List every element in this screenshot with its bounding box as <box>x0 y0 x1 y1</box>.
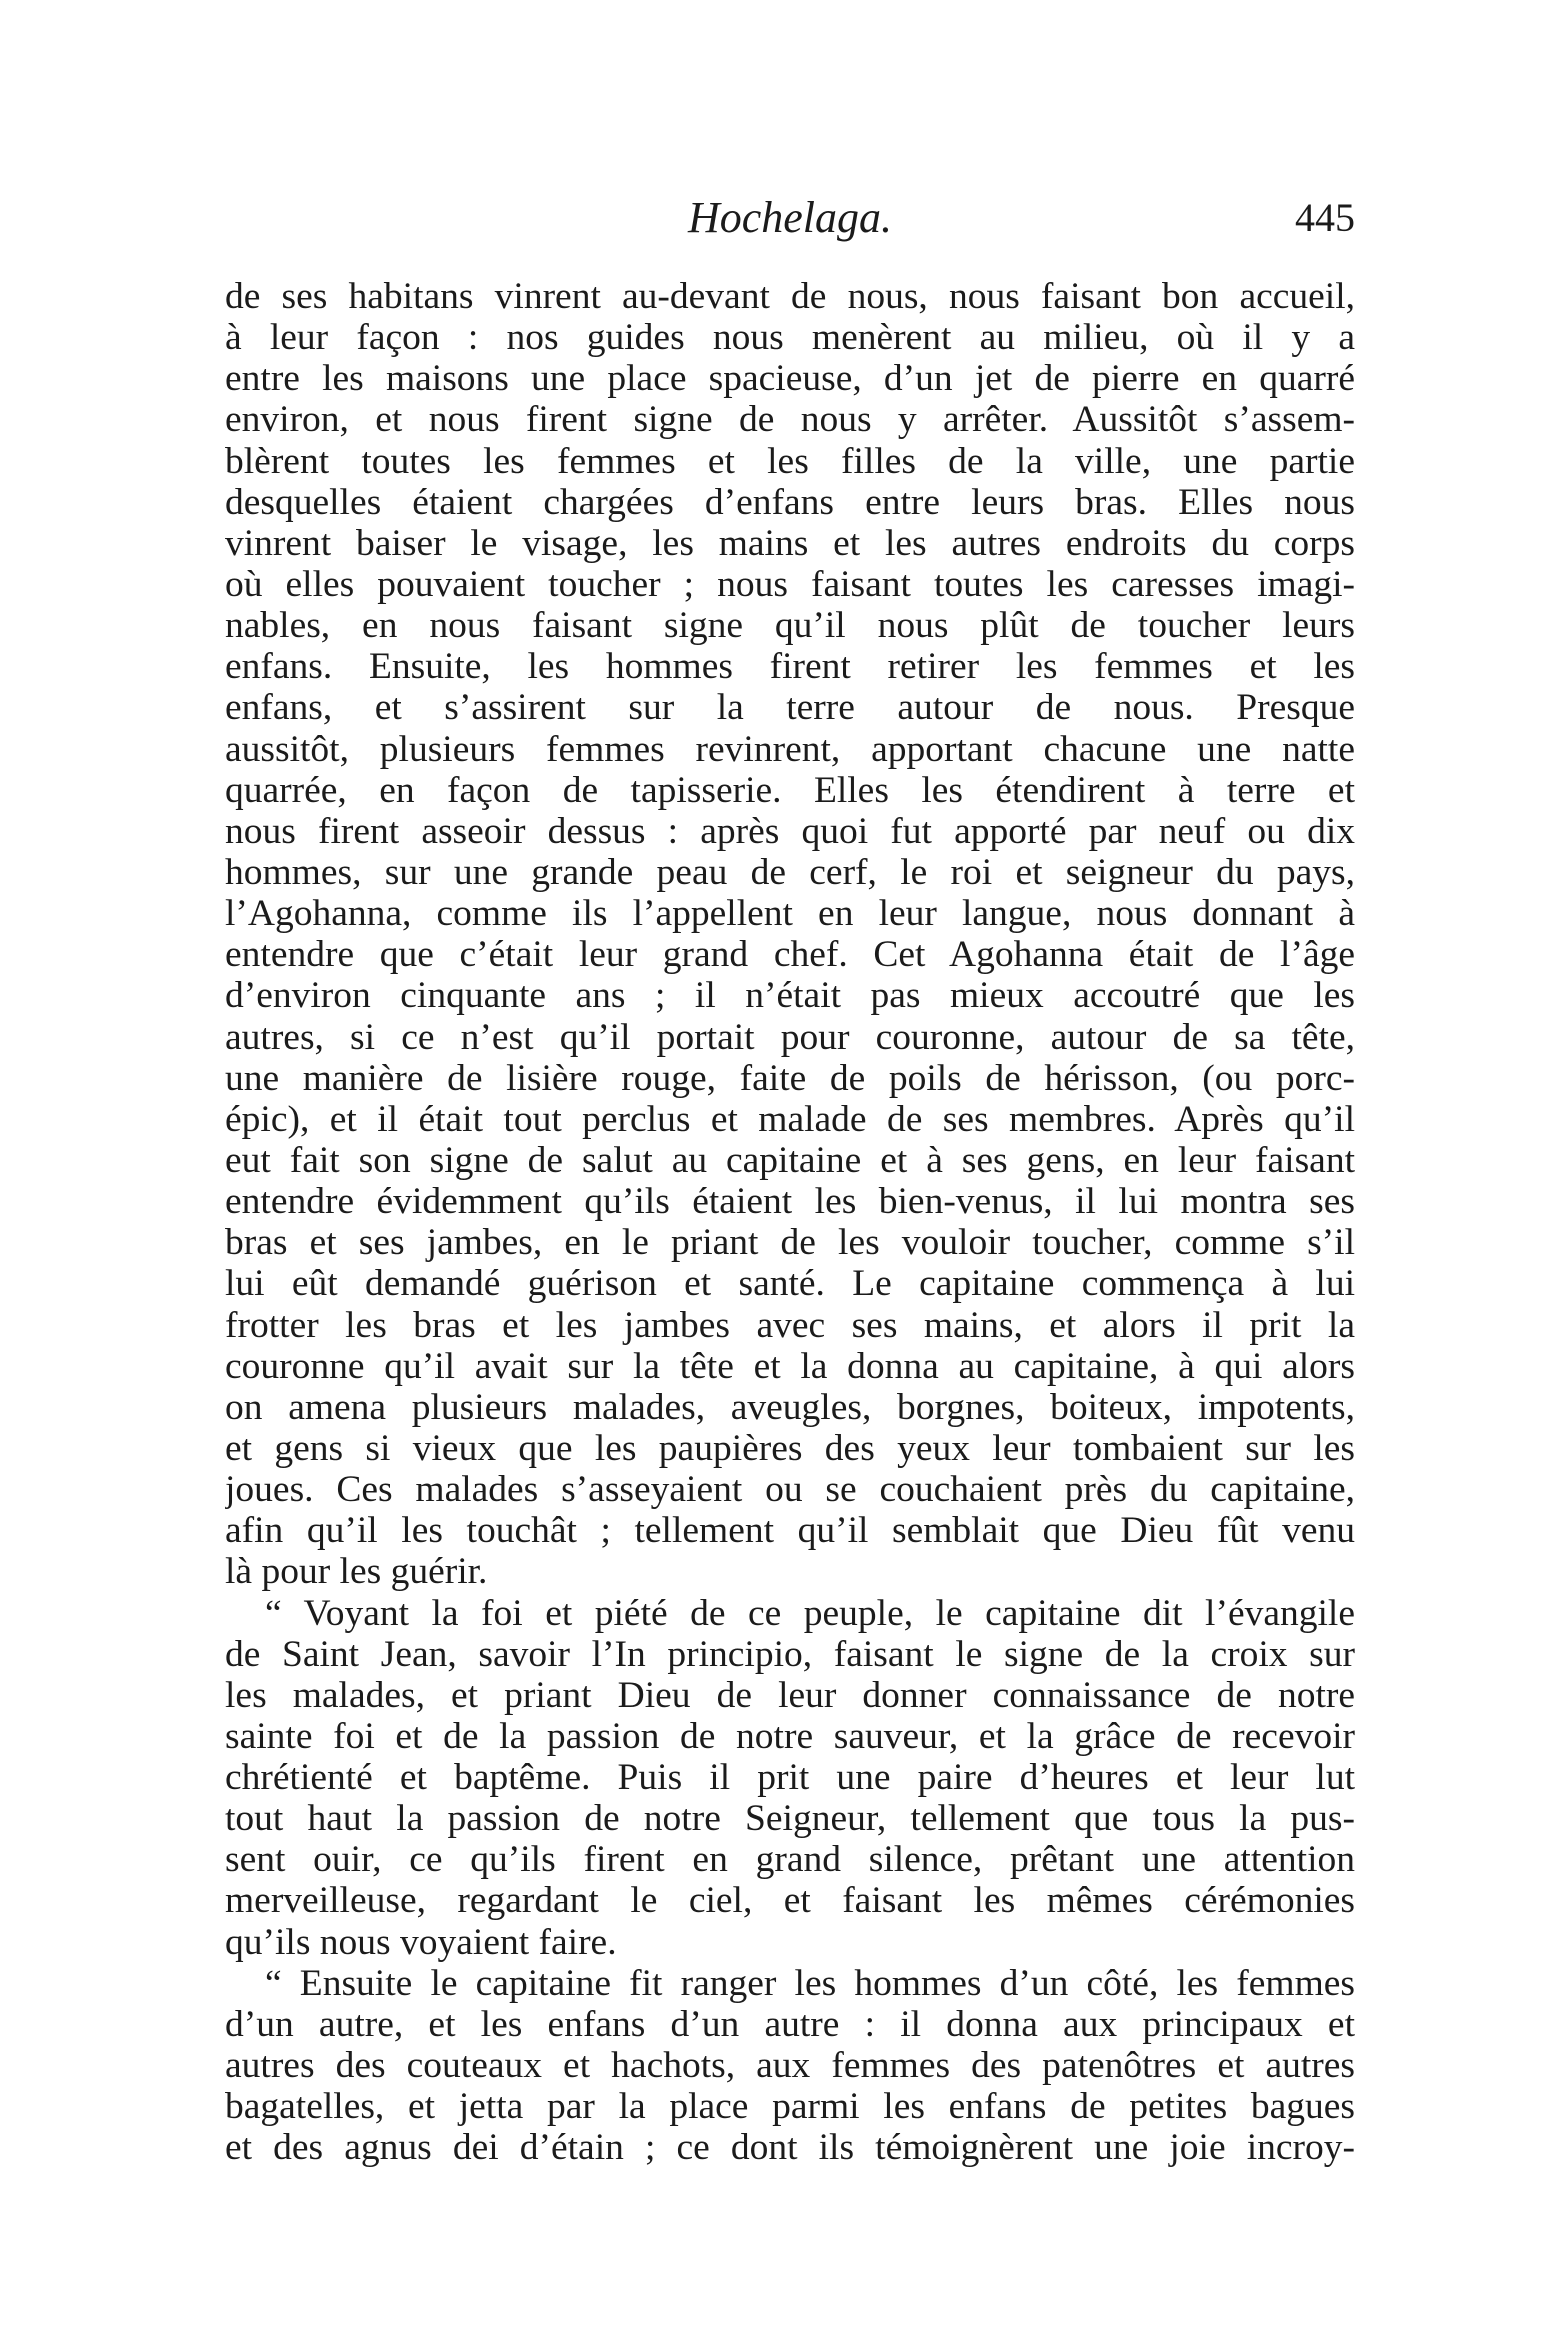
text-line: les malades, et priant Dieu de leur donner connaissance de notre <box>225 1674 1355 1716</box>
text-line: l’Agohanna, comme ils l’appellent en leur langue, nous donnant à <box>225 893 1355 935</box>
text-line: merveilleuse, regardant le ciel, et faisant les mêmes cérémonies <box>225 1880 1355 1922</box>
text-line: entendre évidemment qu’ils étaient les bien-venus, il lui montra ses <box>225 1181 1355 1223</box>
text-line: desquelles étaient chargées d’enfans entre leurs bras. Elles nous <box>225 481 1355 523</box>
text-line: enfans, et s’assirent sur la terre autour de nous. Presque <box>225 687 1355 729</box>
text-line: aussitôt, plusieurs femmes revinrent, apportant chacune une natte <box>225 728 1355 770</box>
text-line: couronne qu’il avait sur la tête et la donna au capitaine, à qui alors <box>225 1345 1355 1387</box>
page-number: 445 <box>1295 195 1355 240</box>
text-line: “ Ensuite le capitaine fit ranger les hommes d’un côté, les femmes <box>265 1962 1355 2004</box>
text-line: et gens si vieux que les paupières des yeux leur tombaient sur les <box>225 1427 1355 1469</box>
text-line: “ Voyant la foi et piété de ce peuple, le capitaine dit l’évangile <box>265 1592 1355 1634</box>
text-line: eut fait son signe de salut au capitaine et à ses gens, en leur faisant <box>225 1139 1355 1181</box>
text-line: enfans. Ensuite, les hommes firent retirer les femmes et les <box>225 646 1355 688</box>
text-line: quarrée, en façon de tapisserie. Elles les étendirent à terre et <box>225 769 1355 811</box>
text-line: bras et ses jambes, en le priant de les vouloir toucher, comme s’il <box>225 1222 1355 1264</box>
text-line: tout haut la passion de notre Seigneur, tellement que tous la pus- <box>225 1798 1355 1840</box>
text-line: lui eût demandé guérison et santé. Le capitaine commença à lui <box>225 1263 1355 1305</box>
text-line: nous firent asseoir dessus : après quoi fut apporté par neuf ou dix <box>225 810 1355 852</box>
text-line: on amena plusieurs malades, aveugles, borgnes, boiteux, impotents, <box>225 1386 1355 1428</box>
text-line: de ses habitans vinrent au-devant de nous, nous faisant bon accueil, <box>225 276 1355 317</box>
text-line: à leur façon : nos guides nous menèrent au milieu, où il y a <box>225 317 1355 359</box>
text-line: sent ouir, ce qu’ils firent en grand silence, prêtant une attention <box>225 1839 1355 1881</box>
text-line: chrétienté et baptême. Puis il prit une paire d’heures et leur lut <box>225 1757 1355 1799</box>
text-line: de Saint Jean, savoir l’In principio, faisant le signe de la croix sur <box>225 1633 1355 1675</box>
text-line: bagatelles, et jetta par la place parmi les enfans de petites bagues <box>225 2086 1355 2128</box>
text-line: nables, en nous faisant signe qu’il nous plût de toucher leurs <box>225 605 1355 647</box>
text-line: sainte foi et de la passion de notre sauveur, et la grâce de recevoir <box>225 1715 1355 1757</box>
text-line: là pour les guérir. <box>225 1551 488 1593</box>
text-line: qu’ils nous voyaient faire. <box>225 1921 617 1963</box>
text-line: une manière de lisière rouge, faite de poils de hérisson, (ou porc- <box>225 1057 1355 1099</box>
text-line: où elles pouvaient toucher ; nous faisant toutes les caresses imagi- <box>225 563 1355 605</box>
text-line: d’environ cinquante ans ; il n’était pas mieux accoutré que les <box>225 975 1355 1017</box>
text-line: et des agnus dei d’étain ; ce dont ils témoignèrent une joie incroy- <box>225 2127 1355 2169</box>
text-line: vinrent baiser le visage, les mains et les autres endroits du corps <box>225 522 1355 564</box>
text-line: d’un autre, et les enfans d’un autre : il donna aux principaux et <box>225 2003 1355 2045</box>
text-line: autres, si ce n’est qu’il portait pour couronne, autour de sa tête, <box>225 1016 1355 1058</box>
text-line: environ, et nous firent signe de nous y arrêter. Aussitôt s’assem- <box>225 399 1355 441</box>
text-line: joues. Ces malades s’asseyaient ou se couchaient près du capitaine, <box>225 1469 1355 1511</box>
text-line: hommes, sur une grande peau de cerf, le roi et seigneur du pays, <box>225 851 1355 893</box>
text-line: entendre que c’était leur grand chef. Cet Agohanna était de l’âge <box>225 934 1355 976</box>
running-title: Hochelaga. <box>687 193 893 242</box>
text-line: afin qu’il les touchât ; tellement qu’il semblait que Dieu fût venu <box>225 1510 1355 1552</box>
body-text <box>225 276 1355 2168</box>
text-line: autres des couteaux et hachots, aux femmes des patenôtres et autres <box>225 2045 1355 2087</box>
text-line: épic), et il était tout perclus et malade de ses membres. Après qu’il <box>225 1098 1355 1140</box>
page-header <box>225 186 1355 250</box>
text-line: frotter les bras et les jambes avec ses mains, et alors il prit la <box>225 1304 1355 1346</box>
text-line: entre les maisons une place spacieuse, d’un jet de pierre en quarré <box>225 358 1355 400</box>
text-line: blèrent toutes les femmes et les filles de la ville, une partie <box>225 440 1355 482</box>
